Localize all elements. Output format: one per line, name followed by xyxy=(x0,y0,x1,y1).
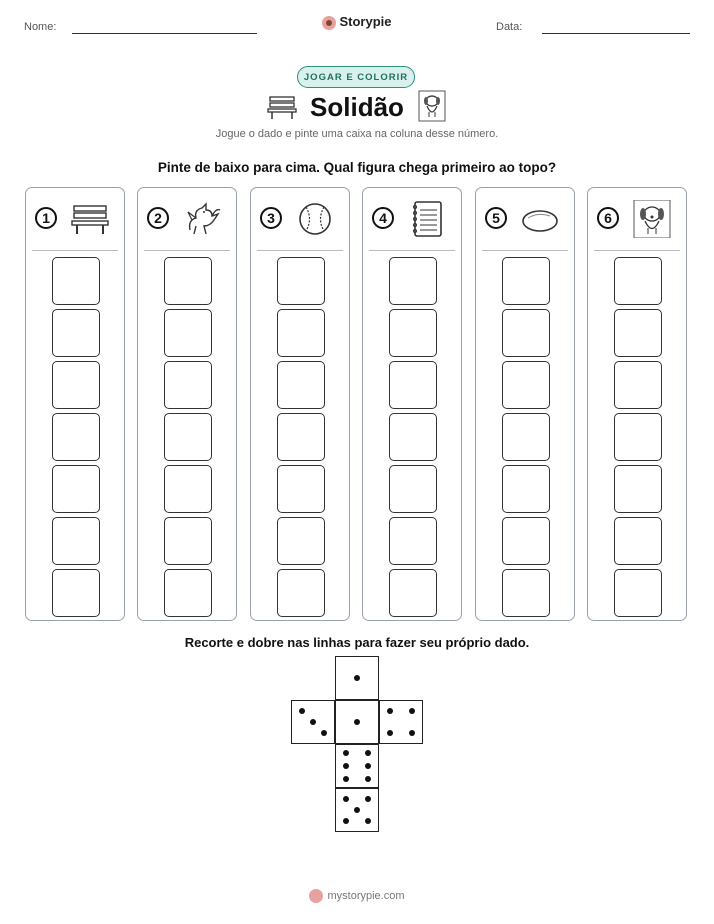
brand-name: Storypie xyxy=(339,14,392,29)
color-box[interactable] xyxy=(389,309,437,357)
die-face xyxy=(335,744,379,788)
die-pip xyxy=(365,818,371,824)
color-box[interactable] xyxy=(277,517,325,565)
die-pip xyxy=(343,763,349,769)
puppy-icon xyxy=(632,200,672,238)
die-face xyxy=(335,700,379,744)
column-divider xyxy=(32,250,118,251)
die-pip xyxy=(343,796,349,802)
die-pip xyxy=(310,719,316,725)
color-box[interactable] xyxy=(277,361,325,409)
column-3 xyxy=(250,187,350,621)
column-5 xyxy=(475,187,575,621)
die-face xyxy=(379,700,423,744)
color-box[interactable] xyxy=(164,309,212,357)
color-box[interactable] xyxy=(614,413,662,461)
die-pip xyxy=(365,796,371,802)
die-pip xyxy=(343,818,349,824)
notebook-icon xyxy=(407,200,447,238)
baseball-icon xyxy=(295,200,335,238)
date-line[interactable] xyxy=(542,33,690,34)
die-pip xyxy=(387,730,393,736)
color-box[interactable] xyxy=(502,569,550,617)
color-box[interactable] xyxy=(52,465,100,513)
color-box[interactable] xyxy=(164,413,212,461)
color-box[interactable] xyxy=(389,257,437,305)
color-box[interactable] xyxy=(502,257,550,305)
die-pip xyxy=(409,730,415,736)
color-box[interactable] xyxy=(614,309,662,357)
color-box[interactable] xyxy=(52,413,100,461)
column-divider xyxy=(369,250,455,251)
color-box[interactable] xyxy=(52,361,100,409)
column-1 xyxy=(25,187,125,621)
storypie-logo-icon xyxy=(322,16,336,30)
name-label: Nome: xyxy=(24,21,57,33)
die-pip xyxy=(343,750,349,756)
die-face xyxy=(335,656,379,700)
color-box[interactable] xyxy=(164,361,212,409)
color-box[interactable] xyxy=(389,465,437,513)
color-box[interactable] xyxy=(614,465,662,513)
brand-header xyxy=(0,14,714,30)
coloring-instruction: Pinte de baixo para cima. Qual figura chega primeiro ao topo? xyxy=(157,160,557,175)
die-pip xyxy=(299,708,305,714)
color-box[interactable] xyxy=(164,517,212,565)
color-box[interactable] xyxy=(52,309,100,357)
die-pip xyxy=(365,750,371,756)
footer xyxy=(0,889,714,903)
color-box[interactable] xyxy=(389,517,437,565)
color-box[interactable] xyxy=(52,257,100,305)
color-box[interactable] xyxy=(502,465,550,513)
color-box[interactable] xyxy=(389,413,437,461)
name-line[interactable] xyxy=(72,33,257,34)
die-face xyxy=(291,700,335,744)
color-box[interactable] xyxy=(52,517,100,565)
color-box[interactable] xyxy=(164,465,212,513)
column-divider xyxy=(144,250,230,251)
die-instruction: Recorte e dobre nas linhas para fazer seu próprio dado. xyxy=(184,635,530,650)
die-pip xyxy=(354,807,360,813)
column-number: 6 xyxy=(597,207,619,229)
color-box[interactable] xyxy=(277,257,325,305)
footer-url[interactable]: mystorypie.com xyxy=(327,889,405,902)
color-box[interactable] xyxy=(502,517,550,565)
color-box[interactable] xyxy=(614,361,662,409)
color-box[interactable] xyxy=(277,465,325,513)
color-box[interactable] xyxy=(277,569,325,617)
column-2 xyxy=(137,187,237,621)
column-divider xyxy=(482,250,568,251)
column-number: 1 xyxy=(35,207,57,229)
color-box[interactable] xyxy=(164,569,212,617)
column-divider xyxy=(257,250,343,251)
column-number: 4 xyxy=(372,207,394,229)
column-6 xyxy=(587,187,687,621)
dragon-icon xyxy=(182,200,222,238)
color-box[interactable] xyxy=(614,257,662,305)
die-pip xyxy=(365,776,371,782)
color-box[interactable] xyxy=(614,517,662,565)
column-number: 3 xyxy=(260,207,282,229)
column-number: 2 xyxy=(147,207,169,229)
color-box[interactable] xyxy=(502,309,550,357)
die-pip xyxy=(354,675,360,681)
die-pip xyxy=(354,719,360,725)
die-pip xyxy=(365,763,371,769)
activity-badge: JOGAR E COLORIR xyxy=(297,66,415,88)
column-divider xyxy=(594,250,680,251)
die-pip xyxy=(387,708,393,714)
color-box[interactable] xyxy=(277,309,325,357)
column-number: 5 xyxy=(485,207,507,229)
color-box[interactable] xyxy=(52,569,100,617)
die-pip xyxy=(321,730,327,736)
color-box[interactable] xyxy=(389,569,437,617)
color-box[interactable] xyxy=(614,569,662,617)
date-label: Data: xyxy=(496,21,523,33)
color-box[interactable] xyxy=(502,361,550,409)
die-pip xyxy=(409,708,415,714)
die-pip xyxy=(343,776,349,782)
stone-icon xyxy=(520,200,560,238)
puppy-icon xyxy=(418,90,446,122)
color-box[interactable] xyxy=(389,361,437,409)
storypie-logo-icon xyxy=(309,889,323,903)
color-box[interactable] xyxy=(277,413,325,461)
color-box[interactable] xyxy=(502,413,550,461)
column-4 xyxy=(362,187,462,621)
color-box[interactable] xyxy=(164,257,212,305)
page-title: Solidão xyxy=(310,92,404,122)
bench-icon xyxy=(70,200,110,238)
die-face xyxy=(335,788,379,832)
subtitle: Jogue o dado e pinte uma caixa na coluna desse número. xyxy=(215,128,499,140)
